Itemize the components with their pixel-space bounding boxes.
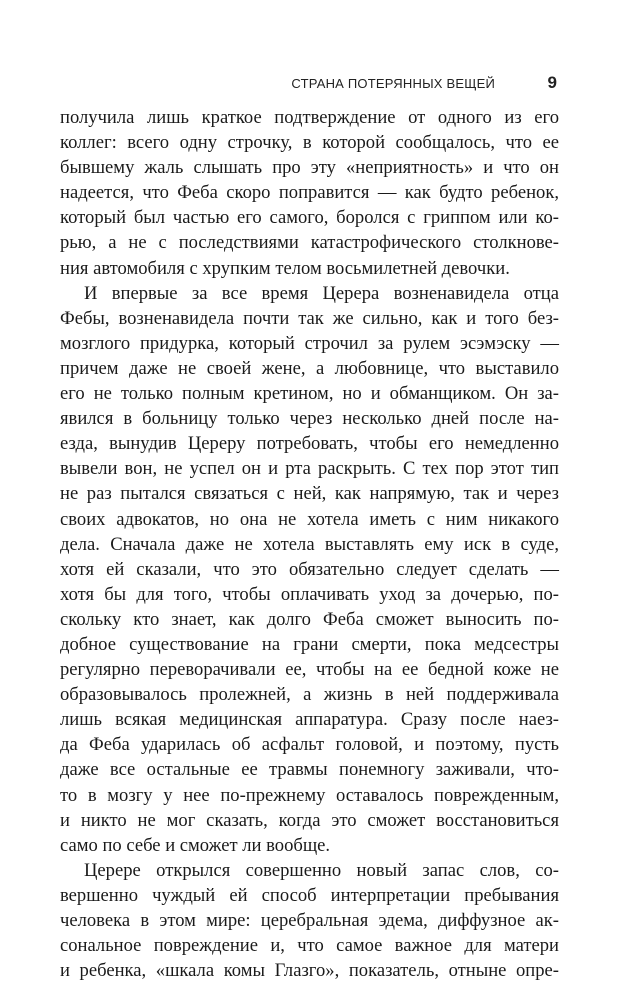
paragraph-1 [60, 105, 559, 281]
text-line: получила лишь краткое подтверждение от одного из его [60, 107, 559, 128]
text-line: и ребенка, «шкала комы Глазго», показатель, отныне опре- [60, 960, 559, 982]
text-line: причем даже не своей жене, а любовнице, что выставило [60, 357, 559, 379]
text-line: мозглого придурка, который строчил за рулем эсэмэску — [60, 332, 559, 354]
text-line: добное существование на грани смерти, пока медсестры [60, 633, 559, 655]
paragraph-2 [60, 281, 559, 858]
text-line: ния автомобиля с хрупким телом восьмилетней девочки. [60, 257, 510, 279]
text-line: надеется, что Феба скоро поправится — как будто ребенок, [60, 182, 559, 204]
paragraph-3 [60, 858, 559, 983]
text-line: рью, а не с последствиями катастрофического столкнове- [60, 232, 559, 254]
running-header [60, 74, 559, 94]
text-line: вершенно чуждый ей способ интерпретации пребывания [60, 884, 559, 906]
text-line: который был частью его самого, боролся с гриппом или ко- [60, 207, 559, 229]
body-text [60, 105, 559, 983]
text-line: коллег: всего одну строчку, в которой сообщалось, что ее [60, 132, 559, 154]
text-line: Церере открылся совершенно новый запас слов, со- [84, 859, 559, 881]
page-number: 9 [547, 73, 557, 92]
text-line: И впервые за все время Церера возненавидела отца [84, 282, 559, 304]
text-line: лишь всякая медицинская аппаратура. Сразу после наез- [60, 709, 559, 731]
running-title: СТРАНА ПОТЕРЯННЫХ ВЕЩЕЙ [291, 76, 495, 91]
text-line: хотя бы для того, чтобы оплачивать уход за дочерью, по- [60, 583, 559, 605]
text-line: явился в больницу только через несколько дней после на- [60, 408, 559, 430]
text-line: и никто не мог сказать, когда это сможет восстановиться [60, 809, 559, 831]
text-line: его не только полным кретином, но и обманщиком. Он за- [60, 383, 559, 405]
text-line: не раз пытался связаться с ней, как напрямую, так и через [60, 483, 559, 505]
text-line: хотя ей сказали, что это обязательно следует сделать — [60, 558, 559, 580]
text-line: образовывалось пролежней, а жизнь в ней поддерживала [60, 684, 559, 706]
text-line: да Феба ударилась об асфальт головой, и поэтому, пусть [60, 734, 559, 756]
text-line: человека в этом мире: церебральная эдема, диффузное ак- [60, 910, 559, 931]
text-line: Фебы, возненавидела почти так же сильно, как и того без- [60, 307, 559, 329]
text-line: бывшему жаль слышать про эту «неприятность» и что он [60, 157, 559, 179]
text-line: регулярно переворачивали ее, чтобы на ее бедной коже не [60, 659, 559, 681]
text-line: скольку кто знает, как долго Феба сможет выносить по- [60, 608, 559, 630]
text-line: дела. Сначала даже не хотела выставлять ему иск в суде, [60, 533, 559, 555]
text-line: то в мозгу у нее по-прежнему оставалось поврежденным, [60, 784, 559, 806]
text-line: даже все остальные ее травмы понемногу заживали, что- [60, 759, 559, 781]
text-line: езда, вынудив Цереру потребовать, чтобы его немедленно [60, 433, 559, 455]
text-line: само по себе и сможет ли вообще. [60, 834, 331, 856]
text-line: сональное повреждение и, что самое важное для матери [60, 935, 559, 957]
text-line: вывели вон, не успел он и рта раскрыть. С тех пор этот тип [60, 458, 559, 480]
text-line: своих адвокатов, но она не хотела иметь с ним никакого [60, 508, 559, 530]
